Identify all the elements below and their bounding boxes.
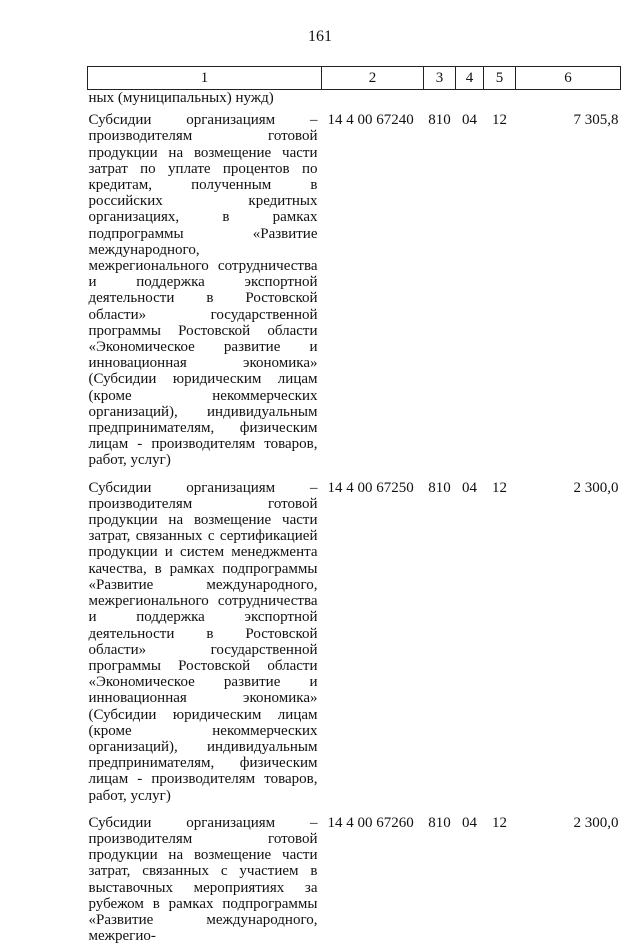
header-row [88, 67, 621, 90]
table-row [88, 112, 621, 479]
row-target-code: 14 4 00 67250 [327, 479, 414, 496]
row-subsection: 12 [492, 479, 507, 496]
row-subsection: 12 [492, 814, 507, 831]
budget-table [87, 66, 621, 944]
row-description: Субсидии организациям – производителям готовой продукции на возмещение части затрат, связанных с участием в выставочных мероприятиях за рубежом в рамках подпрограммы «Развитие международного, межрегио- [88, 814, 318, 944]
row-amount: 7 305,8 [573, 112, 619, 129]
header-col-3: 3 [424, 67, 456, 90]
row-section: 04 [462, 479, 477, 496]
row-section: 04 [462, 814, 477, 831]
row-section: 04 [462, 112, 477, 129]
row-expense-type: 810 [428, 112, 451, 129]
row-target-code: 14 4 00 67240 [327, 112, 414, 129]
continuation-text: ных (муниципальных) нужд) [88, 90, 274, 106]
header-col-6: 6 [516, 67, 621, 90]
page-number: 161 [308, 28, 332, 45]
row-expense-type: 810 [428, 479, 451, 496]
row-amount: 2 300,0 [573, 814, 619, 831]
continuation-row [88, 90, 621, 113]
row-amount: 2 300,0 [573, 479, 619, 496]
row-target-code: 14 4 00 67260 [327, 814, 414, 831]
header-col-4: 4 [456, 67, 484, 90]
table-row [88, 480, 621, 815]
row-description: Субсидии организациям – производителям готовой продукции на возмещение части затрат, связанных с сертификацией продукции и систем менеджмента качества, в рамках подпрограммы «Развитие международного, межрегионального сотрудничества и поддержка экспортной деятельности в Ростовской области» государственной программы Ростовской области «Экономическое развитие и инновационная экономика» (Субсидии юридическим лицам (кроме некоммерческих организаций), индивидуальным предпринимателям, физическим лицам - производителям товаров, работ, услуг) [88, 479, 318, 804]
row-expense-type: 810 [428, 814, 451, 831]
header-col-5: 5 [484, 67, 516, 90]
row-subsection: 12 [492, 112, 507, 129]
header-col-2: 2 [322, 67, 424, 90]
budget-table-container [87, 66, 620, 944]
row-description: Субсидии организациям – производителям готовой продукции на возмещение части затрат по уплате процентов по кредитам, полученным в российских кредитных организациях, в рамках подпрограммы «Развитие международного, межрегионального сотрудничества и поддержка экспортной деятельности в Ростовской области» государственной программы Ростовской области «Экономическое развитие и инновационная экономика» (Субсидии юридическим лицам (кроме некоммерческих организаций), индивидуальным предпринимателям, физическим лицам - производителям товаров, работ, услуг) [88, 112, 318, 469]
table-row [88, 815, 621, 944]
header-col-1: 1 [88, 67, 322, 90]
